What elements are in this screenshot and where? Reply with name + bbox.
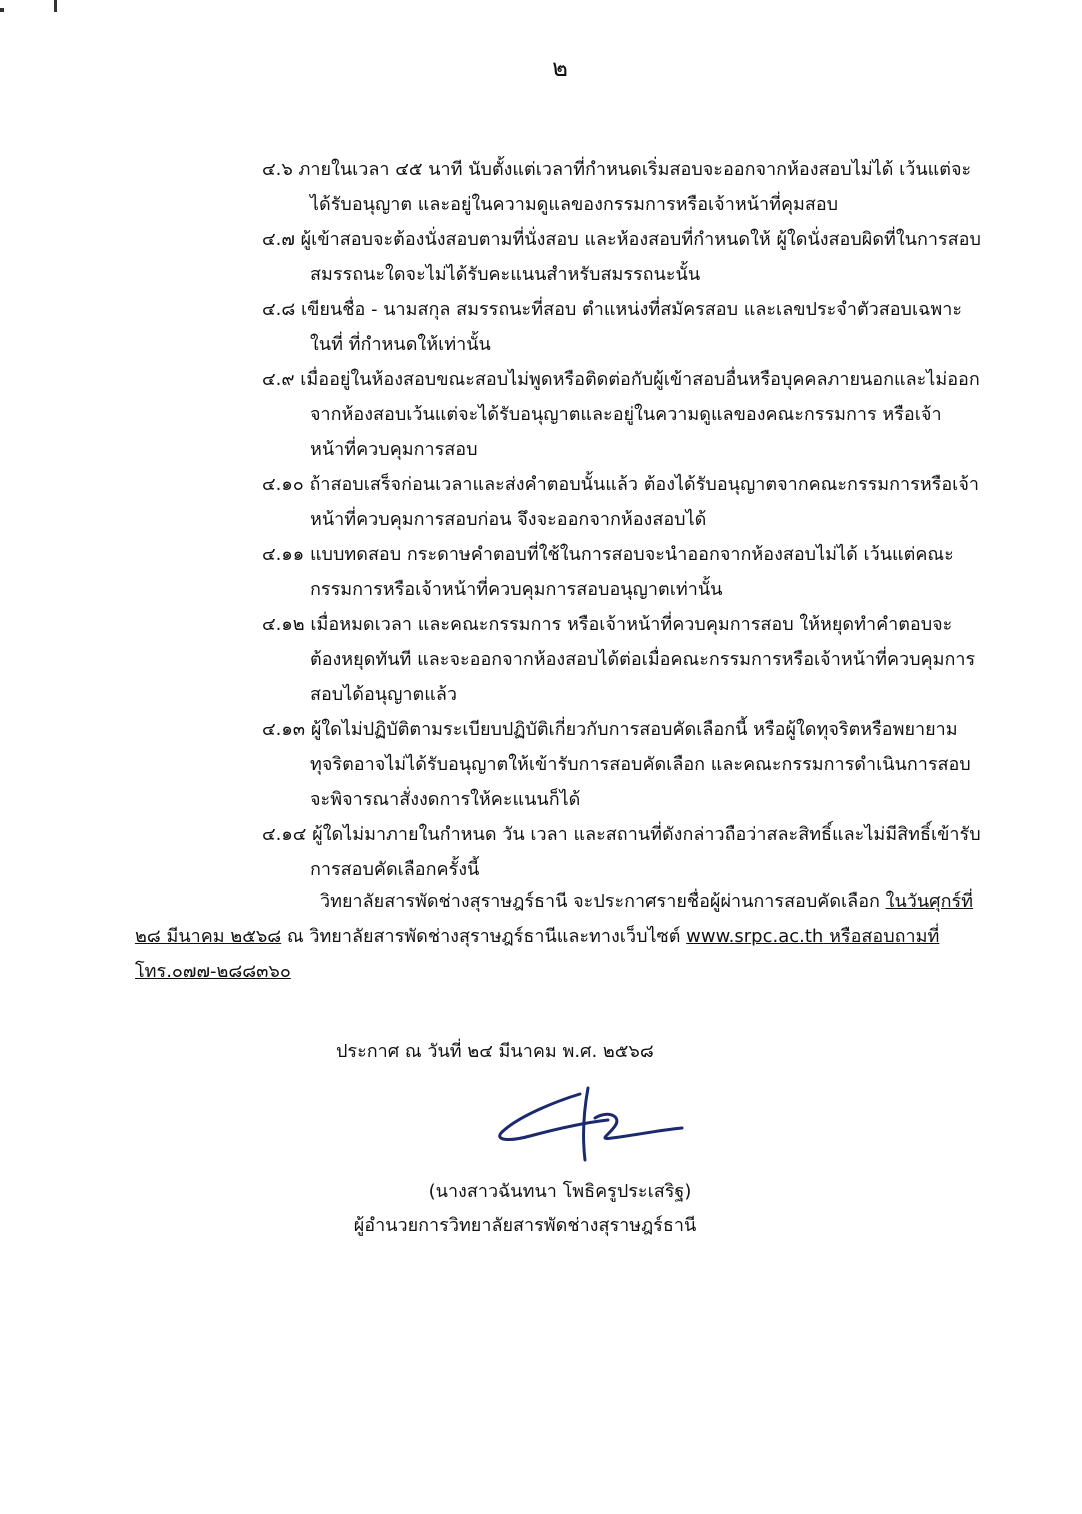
rule-item bbox=[262, 537, 982, 607]
rule-text: เมื่ออยู่ในห้องสอบขณะสอบไม่พูดหรือติดต่อกับผู้เข้าสอบอื่นหรือบุคคลภายนอกและไม่ออกจากห้องสอบเว้นแต่จะได้รับอนุญาตและอยู่ในความดูแลของคณะกรรมการ หรือเจ้าหน้าที่ควบคุมการสอบ bbox=[300, 369, 980, 460]
signer-name: (นางสาวฉันทนา โพธิครูประเสริฐ) bbox=[428, 1181, 692, 1202]
announcement-dateline: ประกาศ ณ วันที่ ๒๔ มีนาคม พ.ศ. ๒๕๖๘ bbox=[336, 1041, 654, 1062]
rule-text: ถ้าสอบเสร็จก่อนเวลาและส่งคำตอบนั้นแล้ว ต้องได้รับอนุญาตจากคณะกรรมการหรือเจ้าหน้าที่ควบคุมการสอบก่อน จึงจะออกจากห้องสอบได้ bbox=[309, 474, 979, 530]
rule-number: ๔.๙ bbox=[262, 369, 295, 390]
rule-item bbox=[262, 607, 982, 712]
signer-title: ผู้อำนวยการวิทยาลัยสารพัดช่างสุราษฎร์ธานี bbox=[353, 1215, 697, 1236]
rule-text: ภายในเวลา ๔๕ นาที นับตั้งแต่เวลาที่กำหนดเริ่มสอบจะออกจากห้องสอบไม่ได้ เว้นแต่จะได้รับอนุญาต และอยู่ในความดูแลของกรรมการหรือเจ้าหน้าที่คุมสอบ bbox=[298, 159, 972, 215]
rule-item bbox=[262, 712, 982, 817]
rule-text: ผู้เข้าสอบจะต้องนั่งสอบตามที่นั่งสอบ และห้องสอบที่กำหนดให้ ผู้ใดนั่งสอบผิดที่ในการสอบสมรรถนะใดจะไม่ได้รับคะแนนสำหรับสมรรถนะนั้น bbox=[300, 229, 981, 285]
rule-text: แบบทดสอบ กระดาษคำตอบที่ใช้ในการสอบจะนำออกจากห้องสอบไม่ได้ เว้นแต่คณะกรรมการหรือเจ้าหน้าที่ควบคุมการสอบอนุญาตเท่านั้น bbox=[309, 544, 954, 600]
announcement-location: ณ วิทยาลัยสารพัดช่างสุราษฎร์ธานีและทางเว็บไซต์ bbox=[281, 926, 687, 947]
rule-number: ๔.๖ bbox=[262, 159, 293, 180]
rule-text: เขียนชื่อ - นามสกุล สมรรถนะที่สอบ ตำแหน่งที่สมัครสอบ และเลขประจำตัวสอบเฉพาะในที่ ที่กำหนดให้เท่านั้น bbox=[300, 299, 963, 355]
signature-image bbox=[490, 1080, 690, 1170]
rule-number: ๔.๑๓ bbox=[262, 719, 306, 740]
rules-list bbox=[262, 152, 982, 887]
website-link[interactable]: www.srpc.ac.th bbox=[686, 926, 824, 947]
rule-item bbox=[262, 292, 982, 362]
page-number: ๒ bbox=[552, 54, 568, 82]
rule-number: ๔.๘ bbox=[262, 299, 296, 320]
rule-number: ๔.๗ bbox=[262, 229, 295, 250]
rule-number: ๔.๑๐ bbox=[262, 474, 304, 495]
rule-item bbox=[262, 222, 982, 292]
rule-number: ๔.๑๔ bbox=[262, 824, 307, 845]
scan-artifact-mark bbox=[0, 0, 60, 20]
rule-item bbox=[262, 817, 982, 887]
rule-text: เมื่อหมดเวลา และคณะกรรมการ หรือเจ้าหน้าที่ควบคุมการสอบ ให้หยุดทำคำตอบจะต้องหยุดทันที และจะออกจากห้องสอบได้ต่อเมื่อคณะกรรมการหรือเจ้าหน้าที่ควบคุมการสอบได้อนุญาตแล้ว bbox=[310, 614, 976, 705]
contact-info: หรือสอบถามที่ โทร.๐๗๗-๒๘๘๓๖๐ bbox=[135, 926, 940, 982]
rule-item bbox=[262, 362, 982, 467]
rule-item bbox=[262, 152, 982, 222]
rule-item bbox=[262, 467, 982, 537]
rule-number: ๔.๑๒ bbox=[262, 614, 305, 635]
announcement-intro: วิทยาลัยสารพัดช่างสุราษฎร์ธานี จะประกาศรายชื่อผู้ผ่านการสอบคัดเลือก bbox=[320, 891, 880, 912]
rule-text: ผู้ใดไม่ปฏิบัติตามระเบียบปฏิบัติเกี่ยวกับการสอบคัดเลือกนี้ หรือผู้ใดทุจริตหรือพยายามทุจริตอาจไม่ได้รับอนุญาตให้เข้ารับการสอบคัดเลือก และคณะกรรมการดำเนินการสอบจะพิจารณาสั่งงดการให้คะแนนก็ได้ bbox=[310, 719, 971, 810]
announcement-date: ในวันศุกร์ที่ ๒๘ มีนาคม ๒๕๖๘ bbox=[135, 891, 974, 947]
rule-number: ๔.๑๑ bbox=[262, 544, 305, 565]
announcement-paragraph bbox=[135, 884, 981, 989]
rule-text: ผู้ใดไม่มาภายในกำหนด วัน เวลา และสถานที่ดังกล่าวถือว่าสละสิทธิ์และไม่มีสิทธิ์เข้ารับการสอบคัดเลือกครั้งนี้ bbox=[310, 824, 981, 880]
